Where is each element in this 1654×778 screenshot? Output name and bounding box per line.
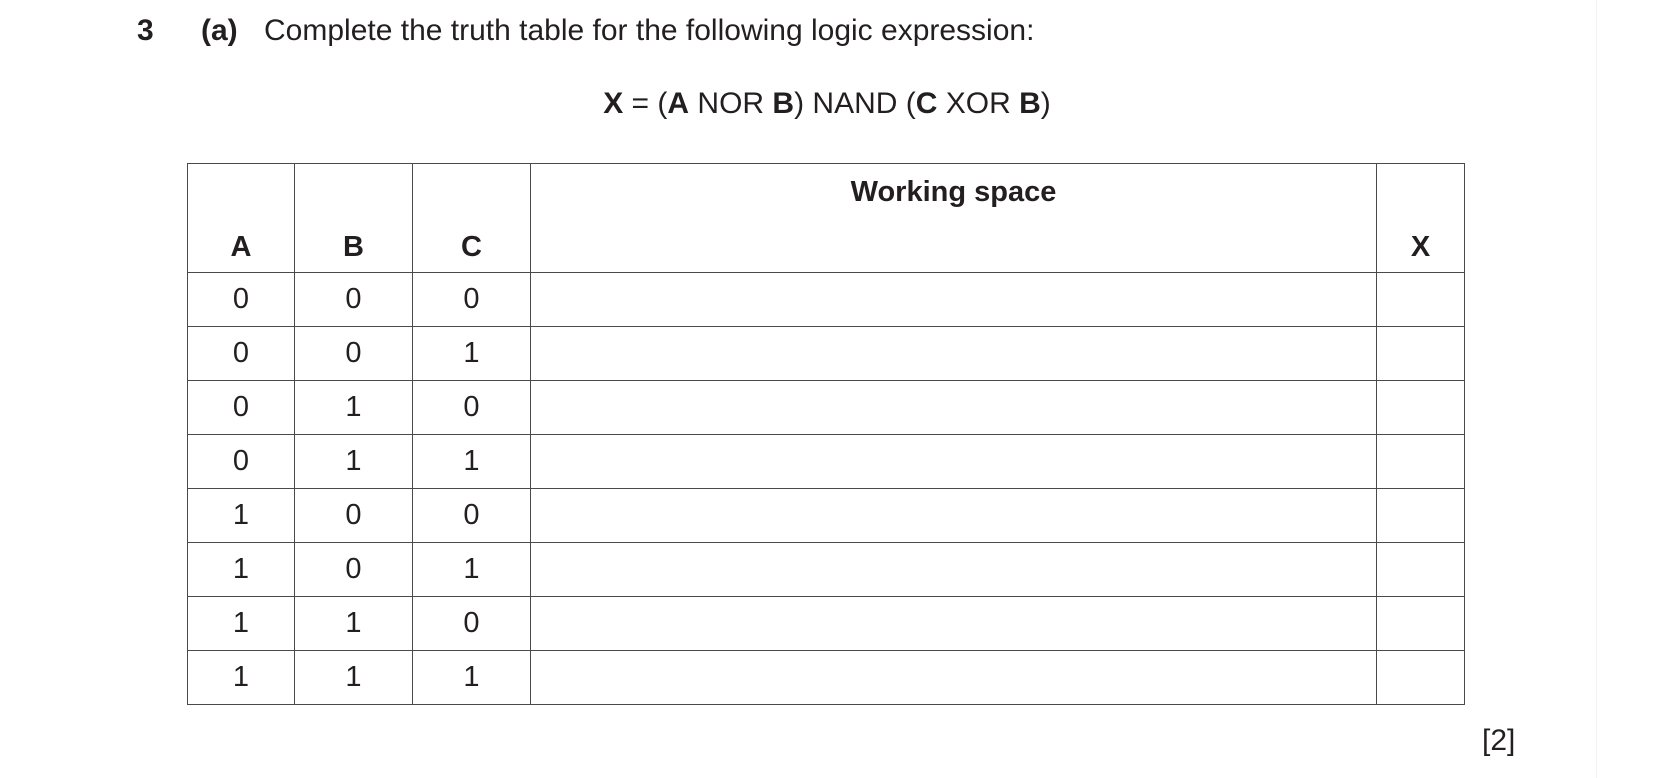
cell-working-space[interactable] (531, 273, 1377, 327)
truth-table (187, 163, 1465, 705)
cell-a: 1 (188, 597, 295, 651)
cell-c: 0 (413, 597, 531, 651)
expression-token: A (667, 87, 690, 120)
cell-b: 1 (295, 651, 413, 705)
cell-c: 1 (413, 651, 531, 705)
cell-b: 1 (295, 435, 413, 489)
header-working-space: Working space (531, 164, 1377, 273)
expression-token: B (772, 87, 795, 120)
table-row (188, 381, 1465, 435)
cell-b: 0 (295, 489, 413, 543)
expression-token: NOR (689, 87, 773, 120)
cell-working-space[interactable] (531, 597, 1377, 651)
cell-x[interactable] (1377, 381, 1465, 435)
table-row (188, 651, 1465, 705)
cell-x[interactable] (1377, 543, 1465, 597)
table-row (188, 489, 1465, 543)
expression-token: ) NAND ( (794, 87, 916, 120)
expression-token: ) (1040, 87, 1051, 120)
header-c: C (413, 164, 531, 273)
cell-x[interactable] (1377, 597, 1465, 651)
cell-b: 0 (295, 273, 413, 327)
cell-a: 0 (188, 435, 295, 489)
header-a: A (188, 164, 295, 273)
cell-x[interactable] (1377, 327, 1465, 381)
cell-b: 1 (295, 381, 413, 435)
question-instruction: Complete the truth table for the following logic expression: (264, 14, 1035, 47)
header-row (188, 164, 1465, 273)
table-row (188, 543, 1465, 597)
table-row (188, 435, 1465, 489)
cell-c: 0 (413, 273, 531, 327)
cell-c: 0 (413, 381, 531, 435)
cell-b: 0 (295, 327, 413, 381)
cell-a: 1 (188, 489, 295, 543)
cell-working-space[interactable] (531, 327, 1377, 381)
cell-x[interactable] (1377, 651, 1465, 705)
cell-a: 1 (188, 543, 295, 597)
cell-x[interactable] (1377, 435, 1465, 489)
cell-c: 1 (413, 543, 531, 597)
expression-token: C (915, 87, 938, 120)
cell-b: 1 (295, 597, 413, 651)
header-b: B (295, 164, 413, 273)
cell-working-space[interactable] (531, 543, 1377, 597)
cell-x[interactable] (1377, 489, 1465, 543)
question-part-label: (a) (201, 14, 238, 47)
question-number: 3 (137, 14, 154, 47)
table-row (188, 273, 1465, 327)
cell-x[interactable] (1377, 273, 1465, 327)
cell-working-space[interactable] (531, 435, 1377, 489)
cell-c: 1 (413, 435, 531, 489)
cell-working-space[interactable] (531, 651, 1377, 705)
expression-token: = ( (623, 87, 668, 120)
cell-c: 0 (413, 489, 531, 543)
cell-a: 0 (188, 381, 295, 435)
expression-token: B (1019, 87, 1041, 120)
cell-a: 1 (188, 651, 295, 705)
table-row (188, 597, 1465, 651)
cell-working-space[interactable] (531, 489, 1377, 543)
header-x: X (1377, 164, 1465, 273)
logic-expression (0, 87, 1654, 121)
cell-b: 0 (295, 543, 413, 597)
cell-a: 0 (188, 327, 295, 381)
expression-token: X (603, 87, 624, 120)
cell-working-space[interactable] (531, 381, 1377, 435)
cell-c: 1 (413, 327, 531, 381)
marks-label: [2] (1482, 724, 1516, 757)
cell-a: 0 (188, 273, 295, 327)
table-row (188, 327, 1465, 381)
expression-token: XOR (937, 87, 1020, 120)
